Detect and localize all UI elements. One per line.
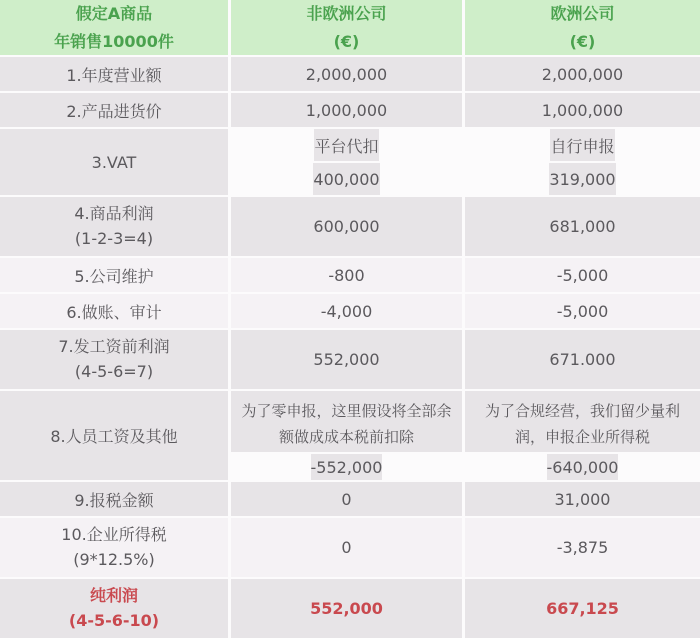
non-eu-value: -800 [231, 258, 462, 292]
non-eu-value: 2,000,000 [231, 57, 462, 91]
row-label: 9.报税金额 [0, 482, 228, 516]
eu-value: -5,000 [465, 258, 700, 292]
row-label-line1: 纯利润 [89, 585, 138, 605]
row-label-line2: (1-2-3=4) [74, 228, 154, 248]
row-label-line2: (4-5-6=7) [74, 361, 154, 381]
row-label-line1: 7.发工资前利润 [58, 336, 170, 356]
row-staff-wages [0, 391, 700, 480]
eu-vat-method: 自行申报 [550, 129, 614, 161]
row-profit-before-wages [0, 330, 700, 389]
eu-wages-amount: -640,000 [547, 454, 619, 480]
eu-value: 31,000 [465, 482, 700, 516]
header-eu-company-cell [465, 0, 700, 55]
row-net-profit [0, 579, 700, 638]
non-eu-value: 0 [231, 482, 462, 516]
header-product-line1: 假定A商品 [75, 4, 153, 24]
row-label [0, 330, 228, 389]
eu-value: -3,875 [465, 518, 700, 577]
eu-wages-cell [465, 391, 700, 480]
non-eu-vat-amount: 400,000 [313, 163, 379, 195]
non-eu-wages-cell [231, 391, 462, 480]
row-label-line1: 4.商品利润 [74, 203, 154, 223]
header-product-line2: 年销售10000件 [54, 31, 174, 51]
row-label: 2.产品进货价 [0, 93, 228, 127]
row-label: 1.年度营业额 [0, 57, 228, 91]
row-vat [0, 129, 700, 195]
non-eu-vat-method: 平台代扣 [314, 129, 378, 161]
row-label: 5.公司维护 [0, 258, 228, 292]
row-label-line2: (9*12.5%) [73, 549, 155, 569]
row-label-line2: (4-5-6-10) [68, 610, 160, 630]
row-bookkeeping-audit [0, 294, 700, 328]
row-label [0, 579, 228, 638]
row-product-profit [0, 197, 700, 256]
header-non-eu-currency: (€) [333, 31, 360, 51]
row-label: 8.人员工资及其他 [0, 391, 228, 480]
header-eu-line1: 欧洲公司 [550, 4, 615, 24]
non-eu-value: 552,000 [231, 330, 462, 389]
non-eu-wages-note: 为了零申报，这里假设将全部余额做成成本税前扣除 [231, 391, 462, 452]
non-eu-value: -4,000 [231, 294, 462, 328]
row-label: 6.做账、审计 [0, 294, 228, 328]
row-label [0, 518, 228, 577]
non-eu-value: 1,000,000 [231, 93, 462, 127]
row-label: 3.VAT [0, 129, 228, 195]
header-non-eu-company-cell [231, 0, 462, 55]
eu-value: 671.000 [465, 330, 700, 389]
row-corporate-income-tax [0, 518, 700, 577]
non-eu-vat-cell [231, 129, 462, 195]
eu-vat-cell [465, 129, 700, 195]
non-eu-value: 600,000 [231, 197, 462, 256]
non-eu-value: 0 [231, 518, 462, 577]
table-header-row [0, 0, 700, 55]
eu-wages-note: 为了合规经营，我们留少量利润，申报企业所得税 [465, 391, 700, 452]
non-eu-wages-amount: -552,000 [311, 454, 383, 480]
row-purchase-price [0, 93, 700, 127]
row-label-line1: 10.企业所得税 [61, 524, 167, 544]
row-company-maintenance [0, 258, 700, 292]
eu-value: -5,000 [465, 294, 700, 328]
eu-value: 681,000 [465, 197, 700, 256]
eu-net-profit: 667,125 [465, 579, 700, 638]
header-product-cell [0, 0, 228, 55]
non-eu-net-profit: 552,000 [231, 579, 462, 638]
row-label [0, 197, 228, 256]
header-non-eu-line1: 非欧洲公司 [306, 4, 387, 24]
row-annual-revenue [0, 57, 700, 91]
eu-vat-amount: 319,000 [549, 163, 615, 195]
eu-value: 1,000,000 [465, 93, 700, 127]
eu-value: 2,000,000 [465, 57, 700, 91]
row-declared-tax-amount [0, 482, 700, 516]
header-eu-currency: (€) [569, 31, 596, 51]
